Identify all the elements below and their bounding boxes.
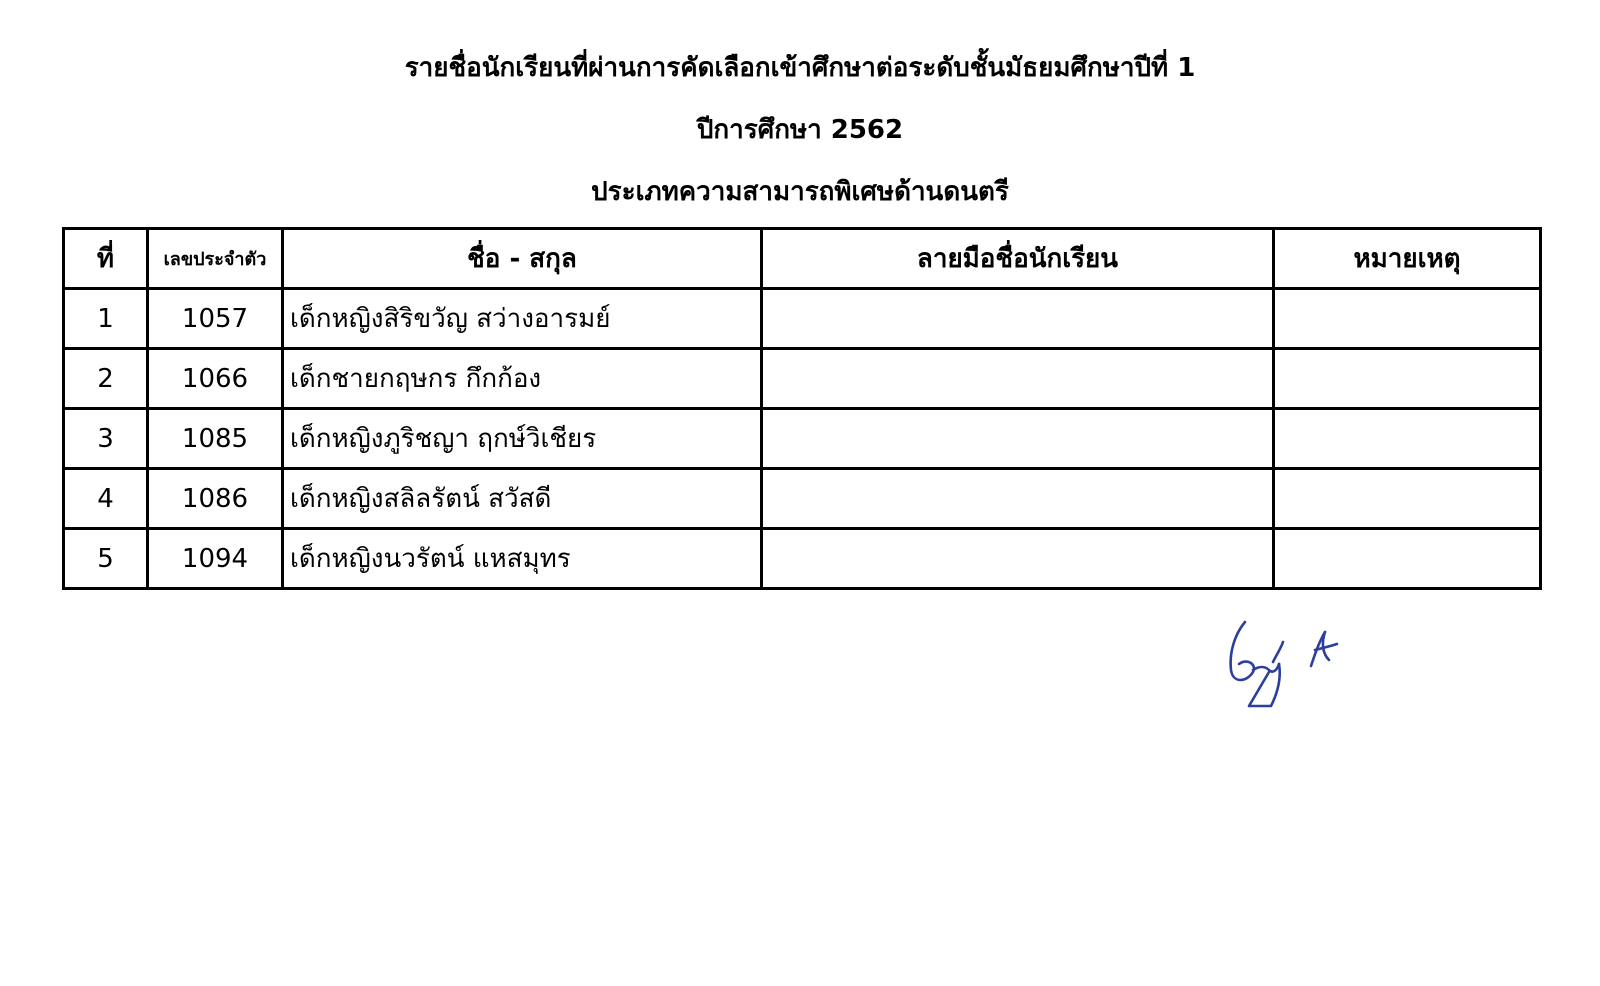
row-no: 1 <box>64 289 148 349</box>
academic-year-heading: ปีการศึกษา 2562 <box>696 115 904 145</box>
table-row <box>64 289 1541 349</box>
row-student-id: 1086 <box>148 469 283 529</box>
row-signature-cell <box>762 469 1274 529</box>
header-remark: หมายเหตุ <box>1274 229 1541 289</box>
row-student-id: 1094 <box>148 529 283 589</box>
row-student-name: เด็กหญิงสลิลรัตน์ สวัสดี <box>283 469 762 529</box>
handwritten-signature <box>1225 620 1355 720</box>
row-student-name: เด็กหญิงสิริขวัญ สว่างอารมย์ <box>283 289 762 349</box>
row-no: 3 <box>64 409 148 469</box>
row-remark-cell <box>1274 469 1541 529</box>
header-signature: ลายมือชื่อนักเรียน <box>762 229 1274 289</box>
row-remark-cell <box>1274 349 1541 409</box>
row-signature-cell <box>762 529 1274 589</box>
table-row <box>64 409 1541 469</box>
row-student-name: เด็กชายกฤษกร กึกก้อง <box>283 349 762 409</box>
row-no: 5 <box>64 529 148 589</box>
row-student-name: เด็กหญิงภูริชญา ฤกษ์วิเชียร <box>283 409 762 469</box>
document-title: รายชื่อนักเรียนที่ผ่านการคัดเลือกเข้าศึกษาต่อระดับชั้นมัธยมศึกษาปีที่ 1 <box>404 53 1196 83</box>
header-name: ชื่อ - สกุล <box>283 229 762 289</box>
row-student-id: 1085 <box>148 409 283 469</box>
student-table <box>62 227 1542 590</box>
row-signature-cell <box>762 409 1274 469</box>
table-row <box>64 529 1541 589</box>
table-row <box>64 469 1541 529</box>
table-row <box>64 349 1541 409</box>
row-student-name: เด็กหญิงนวรัตน์ แหสมุทร <box>283 529 762 589</box>
row-remark-cell <box>1274 289 1541 349</box>
row-no: 4 <box>64 469 148 529</box>
row-no: 2 <box>64 349 148 409</box>
row-signature-cell <box>762 289 1274 349</box>
row-remark-cell <box>1274 409 1541 469</box>
row-remark-cell <box>1274 529 1541 589</box>
category-heading: ประเภทความสามารถพิเศษด้านดนตรี <box>591 177 1009 207</box>
table-header-row <box>64 229 1541 289</box>
row-student-id: 1057 <box>148 289 283 349</box>
header-no: ที่ <box>64 229 148 289</box>
header-student-id: เลขประจำตัว <box>148 229 283 289</box>
row-signature-cell <box>762 349 1274 409</box>
row-student-id: 1066 <box>148 349 283 409</box>
